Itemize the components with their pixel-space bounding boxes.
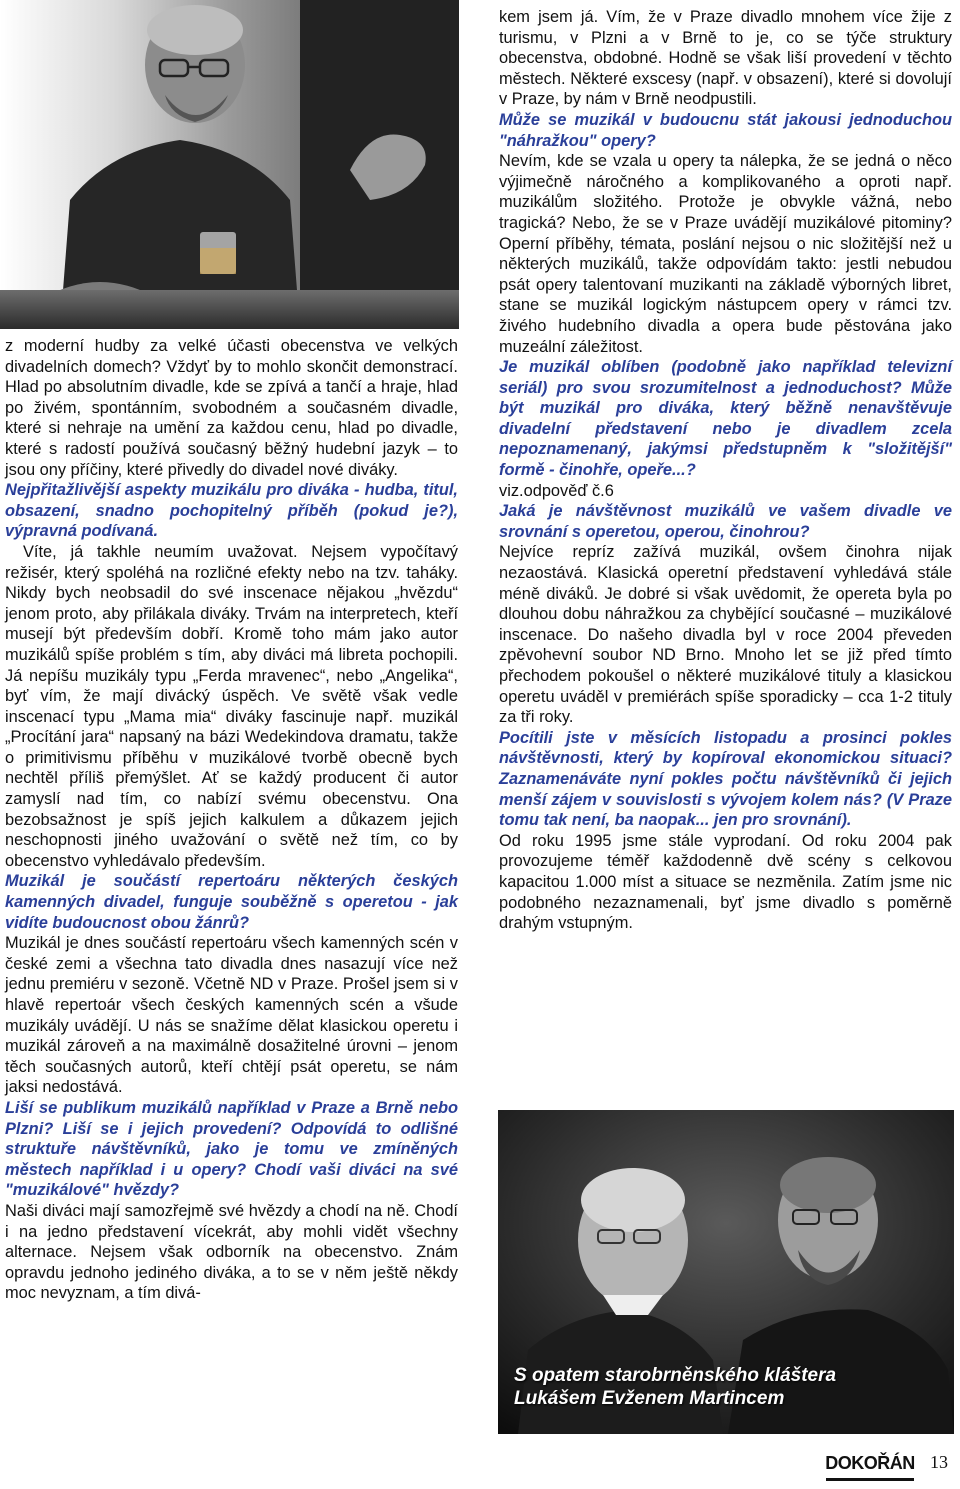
interview-photo-illustration [0,0,459,329]
abbot-photo [498,1110,954,1434]
paragraph: viz.odpověď č.6 [499,481,614,500]
left-column [5,336,458,1304]
question-heading: Liší se publikum muzikálů například v Praze a Brně nebo Plzni? Liší se i jejich provedení? Odpovídá to odlišné struktuře návštěvníků, jako je tomu ve zmíněných městech například i u opery? Chodí vaši diváci na své "muzikálové" hvězdy? [5,1098,458,1200]
question-heading: Muzikál je součástí repertoáru některých českých kamenných divadel, funguje souběžně s operetou - jak vidíte budoucnost obou žánrů? [5,872,458,932]
photo-caption [514,1364,944,1410]
magazine-logo: DOKOŘÁN [826,1448,914,1481]
interview-photo [0,0,459,329]
paragraph: kem jsem já. Vím, že v Praze divadlo mnohem více žije z turismu, v Plzni a v Brně to je, co se týče struktury obecenstva, obdobné. Hodně se však liší provedení v těchto městech. Některé exscesy (např. v obsazení), které si dovolují v Praze, by nám v Brně neodpustili. [499,8,952,109]
question-heading: Pocítili jste v měsících listopadu a prosinci pokles návštěvnosti, který by kopíroval ekonomickou situaci? Zaznamenáváte nyní pokles počtu návštěvníků či jejich menší zájem v souvislosti s vývojem kolem nás? (V Praze tomu tak není, ba naopak... jen pro srovnání). [499,728,952,830]
paragraph: Víte, já takhle neumím uvažovat. Nejsem vypočítavý režisér, který spoléhá na rozličné efekty nebo na tzv. taháky. Nikdy bych neobsadil do své inscenace nějakou „hvězdu“ jenom proto, aby přilákala diváky. Trvám na interpretech, kteří musejí být především dobří. Kromě toho mám jako autor muzikálů spíše problém s tím, aby diváci má libreta pochopili. Já nepíšu muzikály typu „Ferda mravenec“, nebo „Angelika“, byť vím, že mají divácký úspěch. Ve světě však vedle inscenací typu „Mama mia“ diváky fascinuje např. muzikál „Procítání jara“ napsaný na bázi Wedekindova dramatu, takže o primitivismu příběhu v muzikálové tvorbě obecně bych nechtěl příliš přemýšlet. Ať se každý producent či autor zamyslí nad tím, co nabízí svému obecenstvu. Ona bezobsažnost je spíš jejich kalkulem a důkazem jejich neschopnosti jiného uvažování o světě než tím, co by obecenstvo vyhledávalo především. [5,542,458,870]
right-column [499,7,952,934]
paragraph: z moderní hudby za velké účasti obecenstva ve velkých divadelních domech? Vždyť by to mohlo skončit demonstrací. Hlad po absolutním divadle, kde se zpívá a tančí a hraje, hlad po živém, spontánním, svobodném a současném divadle, které si nehraje na umění za každou cenu, hlad po divadle, které s radostí používá současný běžný hudební jazyk – to jsou ony příčiny, které přivedly do divadel nové diváky. [5,337,458,479]
paragraph: Nevím, kde se vzala u opery ta nálepka, že se jedná o něco výjimečně náročného a komplikovaného a oproti např. muzikálům složitého. Protože je obvykle vážná, nebo tragická? Nebo, že se v Praze uvádějí muzikálové pitominy? Operní příběhy, témata, poslání nejsou o nic složitější než u některých muzikálů, takže odpovídám takto: jestli nebudou psát opery talentovaní muzikanti na základě výborných libret, stane se muzikál logickým nástupcem opery v rámci tzv. živého hudebního divadla a opera bude pěstována jako muzeální záležitost. [499,152,952,356]
paragraph: Od roku 1995 jsme stále vyprodaní. Od roku 2004 pak provozujeme téměř každodenně dvě scény s celkovou kapacitou 1.000 míst a situace se nezměnila. Zatím jsme nic podobného nezaznamenali, byť jsme divadlo s poměrně drahým vstupným. [499,831,952,933]
question-heading: Nejpřitažlivější aspekty muzikálu pro diváka - hudba, titul, obsazení, snadno pochopitelný příběh (pokud je?), výpravná podívaná. [5,481,458,541]
paragraph: Naši diváci mají samozřejmě své hvězdy a chodí na ně. Chodí i na jedno představení vícekrát, aby mohli vidět všechny alternace. Nejsem však odborník na obecenstvo. Znám opravdu jednoho jediného diváka, a to se v něm ještě někdy moc nevyznam, a tím divá- [5,1201,458,1303]
paragraph: Muzikál je dnes součástí repertoáru všech kamenných scén v české zemi a všechna tato divadla dnes nasazují více než jednu premiéru v sezoně. Včetně ND v Praze. Prošel jsem si v hlavě repertoár všech českých kamenných scén a všude muzikály uvádějí. U nás se snažíme dělat klasickou operetu i muzikál zároveň a na maximálně dosažitelné úrovni – jenom těch současných autorů, kteří chtějí psát operetu, se nám jaksi nedostává. [5,934,458,1097]
question-heading: Je muzikál oblíben (podobně jako například televizní seriál) pro svou srozumitelnost a jednoduchost? Může být muzikál pro diváka, který běžně nenavštěvuje divadelní představení nebo je divadlem zcela nepoznamenaný, jakýmsi předstupněm k "složitější" formě - činohře, opeře...? [499,358,952,480]
question-heading: Může se muzikál v budoucnu stát jakousi jednoduchou "náhražkou" opery? [499,110,952,150]
page-number: 13 [930,1452,948,1472]
caption-line: S opatem starobrněnského kláštera [514,1365,837,1386]
question-heading: Jaká je návštěvnost muzikálů ve vašem divadle ve srovnání s operetou, operou, činohrou? [499,502,952,541]
caption-line: Lukášem Evženem Martincem [514,1388,785,1409]
paragraph: Nejvíce repríz zažívá muzikál, ovšem činohra nijak nezaostává. Klasická operetní představení vyhledává stále méně diváků. Je dobré si však uvědomit, že opereta byla po dlouhou dobu náhražkou za chybějící současné – muzikálové inscenace. Do našeho divadla byl v roce 2004 převeden zpěvohevní soubor ND Brno. Mnoho let se již před tímto přechodem pokoušel o některé muzikálové tituly a klasickou operetu uváděl v premiérách spíše sporadicky – cca 1-2 tituly za tři roky. [499,543,952,727]
